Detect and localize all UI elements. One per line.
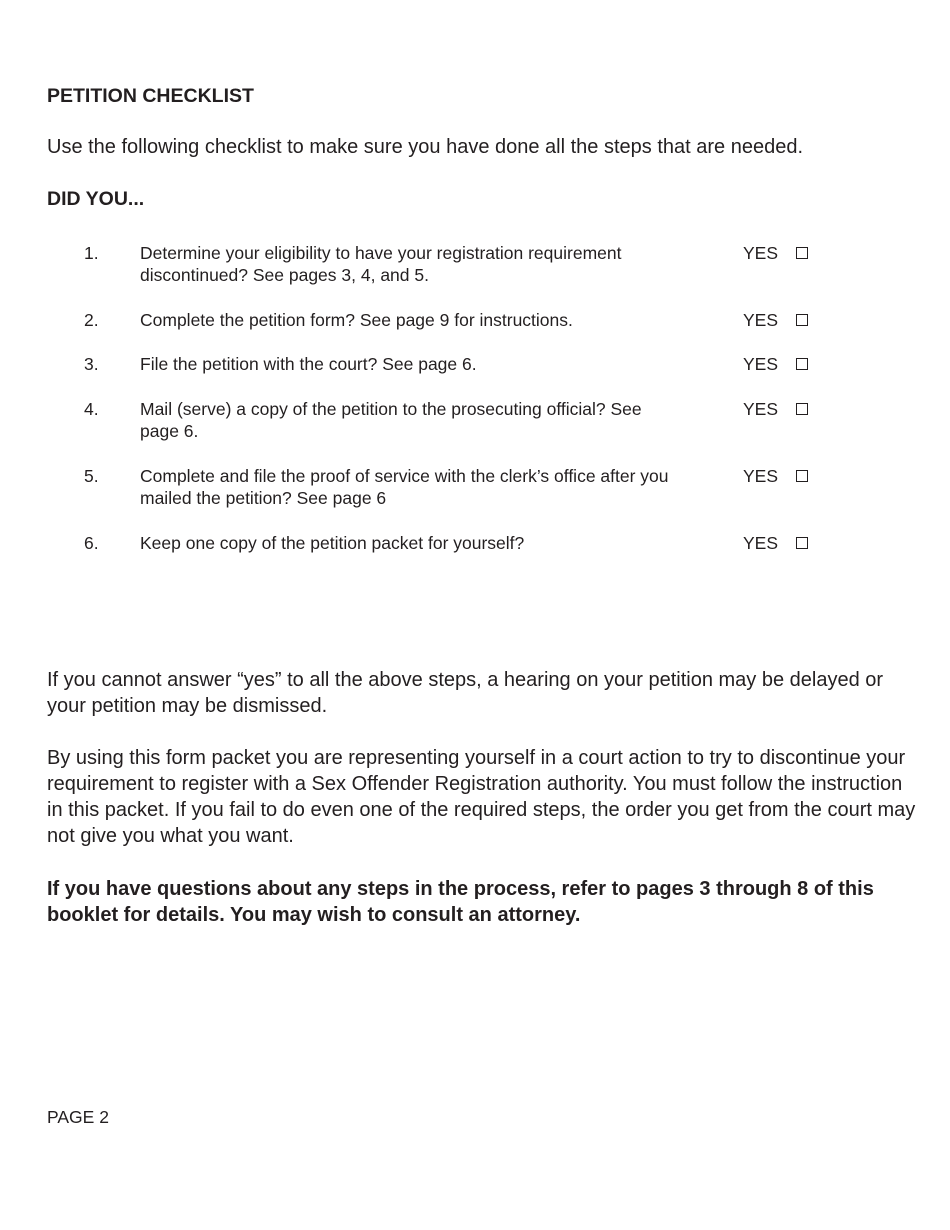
item-number: 1. <box>84 243 99 263</box>
intro-text: Use the following checklist to make sure you have done all the steps that are needed. <box>47 136 804 158</box>
yes-label: YES <box>743 310 779 330</box>
item-text: Complete and file the proof of service with the clerk’s office after you mailed the petition? See page 6 <box>140 466 669 508</box>
instructions-paragraph: By using this form packet you are representing yourself in a court action to try to discontinue your requirement to register with a Sex Offender Registration authority. You must follow the instruction in this packet. If you fail to do even one of the required steps, the order you get from the court may not give you what you want. <box>47 747 916 847</box>
yes-label: YES <box>743 354 779 374</box>
yes-checkbox[interactable] <box>796 470 808 482</box>
item-number: 5. <box>84 466 99 486</box>
yes-checkbox[interactable] <box>796 358 808 370</box>
yes-checkbox[interactable] <box>796 537 808 549</box>
item-number: 6. <box>84 533 99 553</box>
questions-note: If you have questions about any steps in the process, refer to pages 3 through 8 of this booklet for details. You may wish to consult an attorney. <box>47 878 874 926</box>
yes-label: YES <box>743 533 779 553</box>
page-number: PAGE 2 <box>47 1107 109 1127</box>
warning-paragraph: If you cannot answer “yes” to all the above steps, a hearing on your petition may be delayed or your petition may be dismissed. <box>47 669 884 717</box>
yes-checkbox[interactable] <box>796 403 808 415</box>
yes-label: YES <box>743 243 779 263</box>
yes-checkbox[interactable] <box>796 247 808 259</box>
item-number: 4. <box>84 399 99 419</box>
item-text: File the petition with the court? See page 6. <box>140 354 477 374</box>
yes-checkbox[interactable] <box>796 314 808 326</box>
yes-label: YES <box>743 399 779 419</box>
item-text: Determine your eligibility to have your registration requirement discontinued? See pages 3, 4, and 5. <box>140 243 622 285</box>
item-text: Mail (serve) a copy of the petition to the prosecuting official? See page 6. <box>140 399 642 441</box>
did-you-heading: DID YOU... <box>47 188 145 210</box>
item-text: Complete the petition form? See page 9 for instructions. <box>140 310 573 330</box>
item-text: Keep one copy of the petition packet for yourself? <box>140 533 525 553</box>
page-title: PETITION CHECKLIST <box>47 85 254 107</box>
item-number: 3. <box>84 354 99 374</box>
item-number: 2. <box>84 310 99 330</box>
yes-label: YES <box>743 466 779 486</box>
